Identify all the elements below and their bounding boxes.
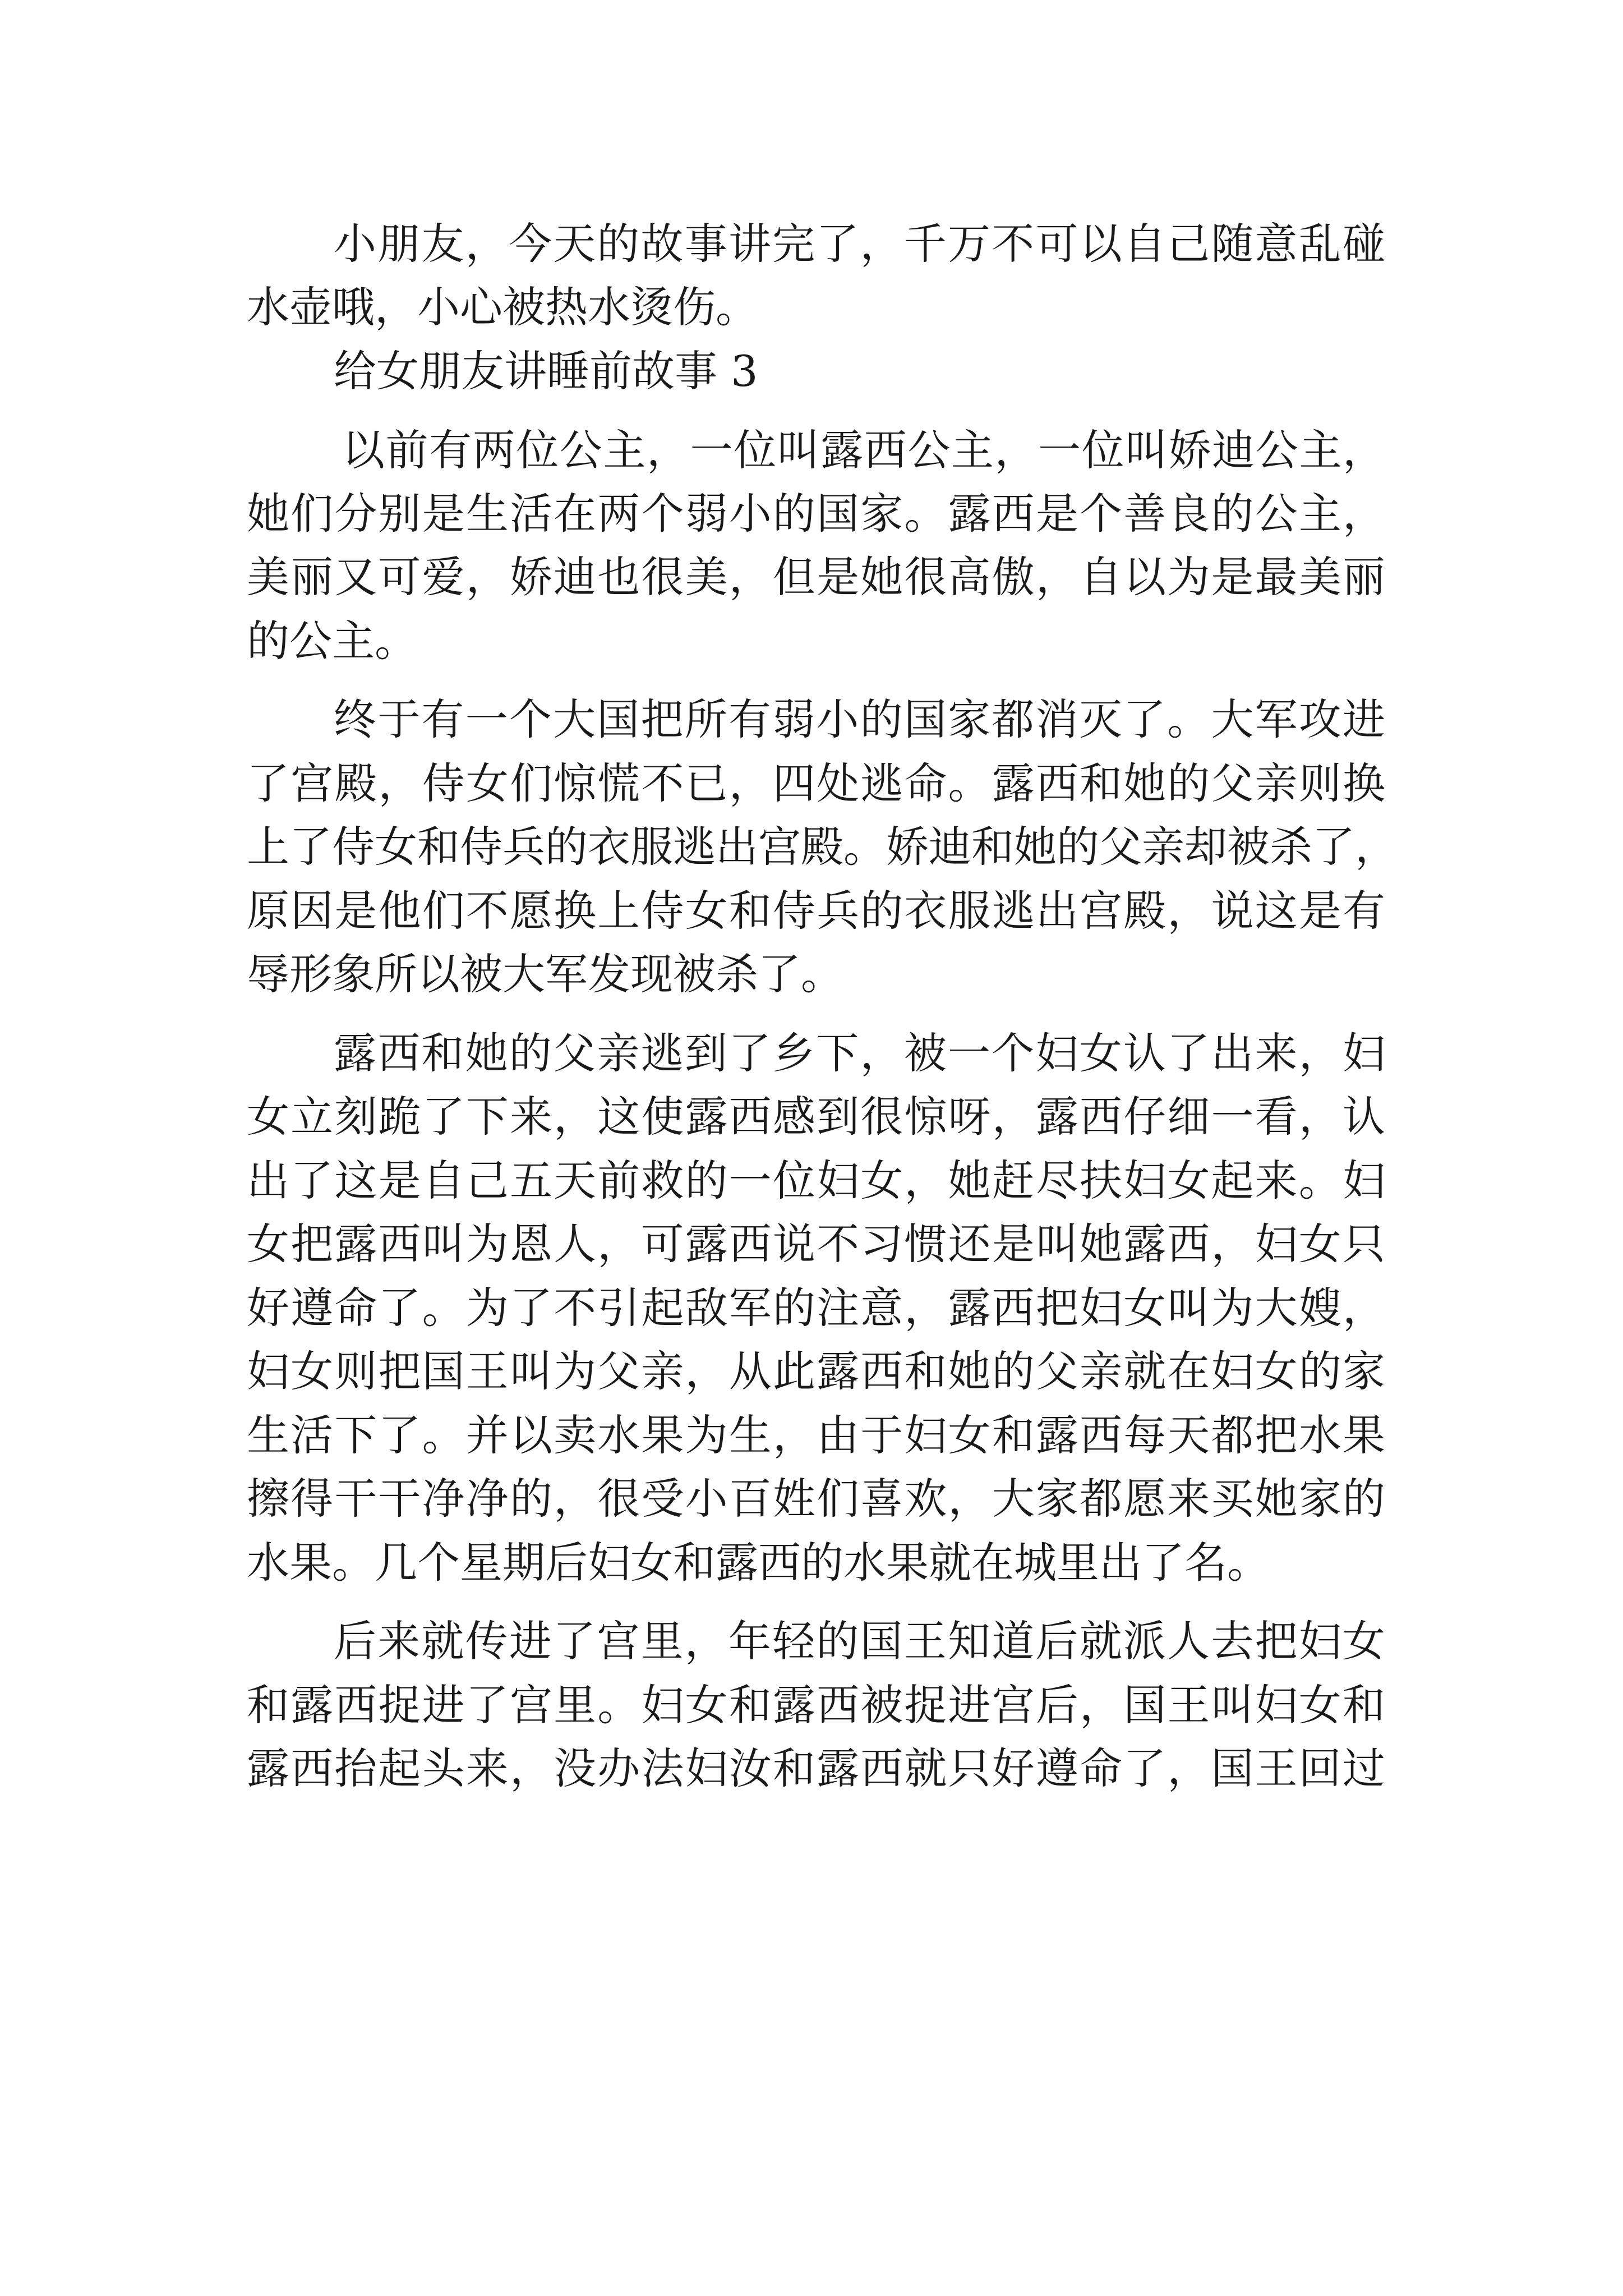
paragraph-4-line-6: 妇女则把国王叫为父亲，从此露西和她的父亲就在妇女的家 [247,1346,1385,1396]
paragraph-2-line-2: 她们分别是生活在两个弱小的国家。露西是个善良的公主， [247,489,1385,539]
paragraph-2-line-1: 以前有两位公主，一位叫露西公主，一位叫娇迪公主， [342,425,1385,475]
paragraph-2-line-3: 美丽又可爱，娇迪也很美，但是她很高傲，自以为是最美丽 [247,552,1385,602]
paragraph-2-line-4: 的公主。 [247,616,417,666]
paragraph-1-line-2: 水壶哦，小心被热水烫伤。 [247,282,758,332]
paragraph-4-line-7: 生活下了。并以卖水果为生，由于妇女和露西每天都把水果 [247,1410,1385,1460]
paragraph-4-line-9: 水果。几个星期后妇女和露西的水果就在城里出了名。 [247,1538,1270,1588]
paragraph-3-line-1: 终于有一个大国把所有弱小的国家都消灭了。大军攻进 [334,694,1385,744]
paragraph-3-line-5: 辱形象所以被大军发现被杀了。 [247,949,843,999]
paragraph-4-line-1: 露西和她的父亲逃到了乡下，被一个妇女认了出来，妇 [334,1028,1385,1078]
paragraph-3-line-2: 了宫殿，侍女们惊慌不已，四处逃命。露西和她的父亲则换 [247,758,1385,808]
paragraph-4-line-3: 出了这是自己五天前救的一位妇女，她赶尽扶妇女起来。妇 [247,1156,1385,1205]
paragraph-3-line-3: 上了侍女和侍兵的衣服逃出宫殿。娇迪和她的父亲却被杀了， [247,822,1398,872]
paragraph-3-line-4: 原因是他们不愿换上侍女和侍兵的衣服逃出宫殿，说这是有 [247,886,1385,936]
paragraph-4-line-4: 女把露西叫为恩人，可露西说不习惯还是叫她露西，妇女只 [247,1219,1385,1269]
paragraph-5-line-2: 和露西捉进了宫里。妇女和露西被捉进宫后，国王叫妇女和 [247,1680,1385,1730]
paragraph-4-line-2: 女立刻跪了下来，这使露西感到很惊呀，露西仔细一看，认 [247,1092,1385,1142]
section-heading: 给女朋友讲睡前故事 3 [334,346,758,396]
paragraph-5-line-1: 后来就传进了宫里，年轻的国王知道后就派人去把妇女 [334,1616,1385,1666]
paragraph-4-line-8: 擦得干干净净的，很受小百姓们喜欢，大家都愿来买她家的 [247,1474,1385,1524]
paragraph-1-line-1: 小朋友，今天的故事讲完了，千万不可以自己随意乱碰 [334,219,1385,269]
paragraph-4-line-5: 好遵命了。为了不引起敌军的注意，露西把妇女叫为大嫂， [247,1283,1385,1333]
paragraph-5-line-3: 露西抬起头来，没办法妇汝和露西就只好遵命了，国王回过 [247,1743,1385,1793]
